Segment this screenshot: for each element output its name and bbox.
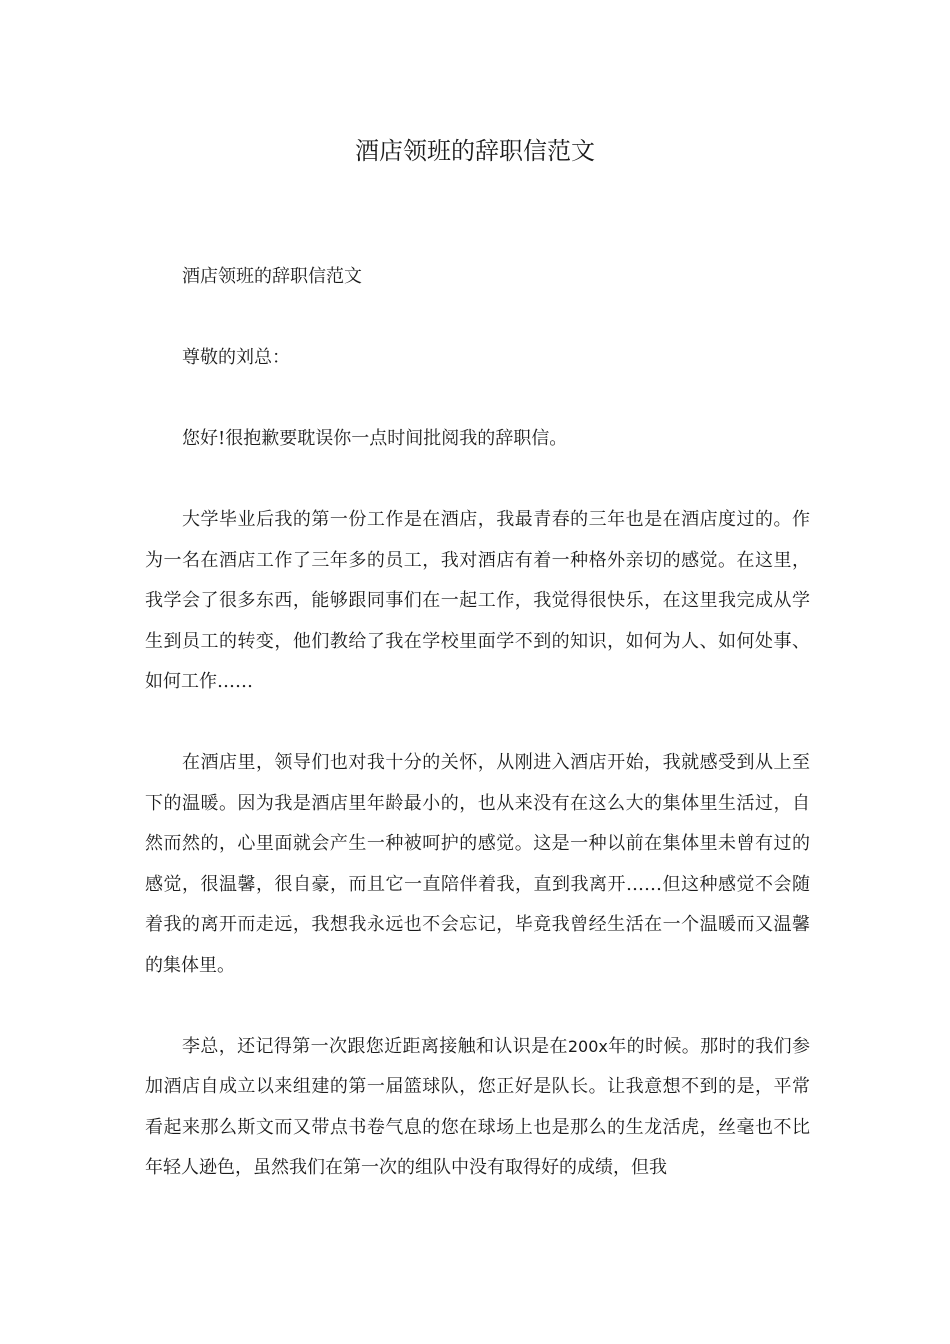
paragraph-3-year: 200x — [567, 1036, 608, 1056]
paragraph-gap — [145, 298, 810, 339]
paragraph-gap — [145, 460, 810, 501]
letter-paragraph-2: 在酒店里，领导们也对我十分的关怀，从刚进入酒店开始，我就感受到从上至下的温暖。因为我是酒店里年龄最小的，也从来没有在这么大的集体里生活过，自然而然的，心里面就会产生一种被呵护的感觉。这是一种以前在集体里未曾有过的感觉，很温馨，很自豪，而且它一直陪伴着我，直到我离开……但这种感觉不会随着我的离开而走远，我想我永远也不会忘记，毕竟我曾经生活在一个温暖而又温馨的集体里。 — [145, 752, 810, 976]
letter-body — [145, 257, 810, 1189]
letter-paragraph-1: 大学毕业后我的第一份工作是在酒店，我最青春的三年也是在酒店度过的。作为一名在酒店工作了三年多的员工，我对酒店有着一种格外亲切的感觉。在这里，我学会了很多东西，能够跟同事们在一起工作，我觉得很快乐，在这里我完成从学生到员工的转变，他们教给了我在学校里面学不到的知识，如何为人、如何处事、如何工作…… — [145, 509, 810, 692]
letter-paragraph-3 — [145, 1027, 810, 1189]
letter-greeting: 您好!很抱歉要耽误你一点时间批阅我的辞职信。 — [182, 428, 568, 449]
letter-heading: 酒店领班的辞职信范文 — [182, 266, 362, 287]
document-title: 酒店领班的辞职信范文 — [355, 137, 595, 165]
paragraph-3-rest: 年的时候。那时的我们参加酒店自成立以来组建的第一届篮球队，您正好是队长。让我意想不到的是，平常看起来那么斯文而又带点书卷气息的您在球场上也是那么的生龙活虎，丝毫也不比年轻人逊色，虽然我们在第一次的组队中没有取得好的成绩，但我 — [145, 1035, 811, 1178]
paragraph-gap — [145, 379, 810, 420]
paragraph-gap — [145, 986, 810, 1027]
paragraph-3-start: 李总，还记得第一次跟您近距离接触和认识是在 — [182, 1035, 568, 1057]
letter-salutation: 尊敬的刘总： — [182, 347, 290, 368]
paragraph-gap — [145, 703, 810, 744]
